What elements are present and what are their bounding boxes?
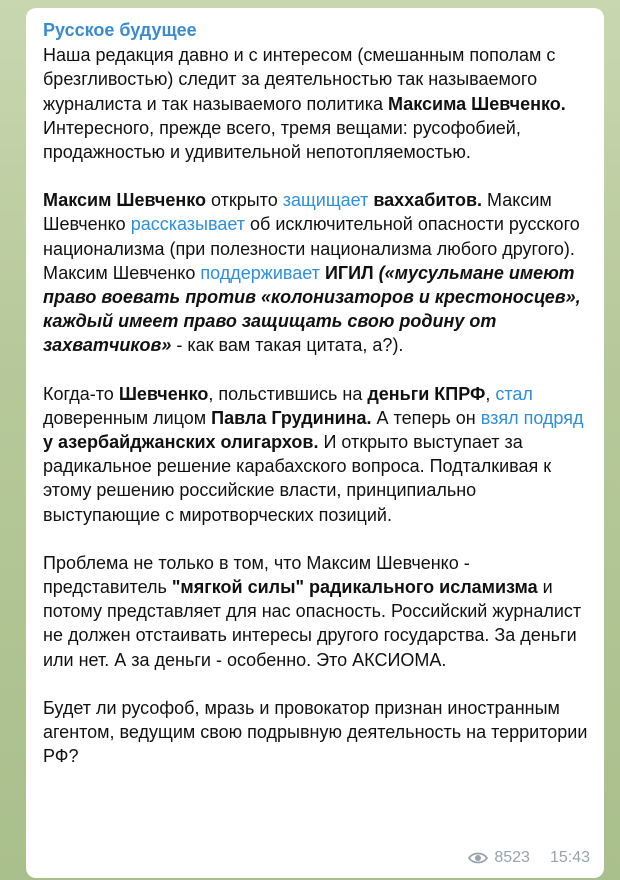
text: , польстившись на xyxy=(208,383,368,404)
text: А теперь он xyxy=(371,407,481,428)
text: И открыто выступает за радикальное решение карабахского вопроса. Подталкивая к этому решению российские власти, принципиально выступающие с миротворческих позиций. xyxy=(43,432,552,525)
message-meta xyxy=(468,846,590,870)
link-took-contract[interactable]: взял подряд xyxy=(480,407,584,428)
bold-text: ИГИЛ xyxy=(324,262,374,283)
text: об исключительной опасности русского национализма (при полезности национализма любого другого). Максим Шевченко xyxy=(43,214,580,283)
channel-name[interactable]: Русское будущее xyxy=(43,20,197,40)
text: Наша редакция давно и с интересом (смешанным пополам с брезгливостью) следит за деятельностью так называемого журналиста и так называемого политика xyxy=(43,45,556,114)
text: - как вам такая цитата, а?). xyxy=(171,335,404,356)
message-paragraph-2 xyxy=(43,188,592,357)
bold-text: деньги КПРФ xyxy=(367,383,486,404)
eye-icon xyxy=(468,851,488,865)
message-paragraph-4 xyxy=(43,551,592,672)
text: доверенным лицом xyxy=(43,407,212,428)
text: Максим Шевченко xyxy=(43,190,552,235)
link-tells[interactable]: рассказывает xyxy=(130,214,246,235)
bold-text: ваххабитов. xyxy=(373,190,483,211)
message-paragraph-5 xyxy=(43,696,592,769)
italic-quote: («мусульмане имеют право воевать против «колонизаторов и крестоносцев», каждый имеет право защищать свою родину от захватчиков» xyxy=(43,262,581,356)
text: Интересного, прежде всего, тремя вещами: русофобией, продажностью и удивительной непотопляемостью. xyxy=(43,117,521,163)
text: Будет ли русофоб, мразь и провокатор признан иностранным агентом, ведущим свою подрывную деятельность на территории РФ? xyxy=(43,697,588,767)
bold-text: "мягкой силы" радикального исламизма xyxy=(171,577,538,598)
bold-text: Максим Шевченко xyxy=(43,190,206,211)
bold-text: Шевченко xyxy=(118,383,209,404)
link-became[interactable]: стал xyxy=(495,383,533,404)
message-time: 15:43 xyxy=(549,848,590,866)
link-defends[interactable]: защищает xyxy=(282,190,369,211)
text: Проблема не только в том, что Максим Шевченко - представитель xyxy=(43,552,470,598)
bold-text: у азербайджанских олигархов. xyxy=(43,432,319,453)
view-count: 8523 xyxy=(494,848,530,866)
message-paragraph-3 xyxy=(43,382,592,527)
text: и потому представляет для нас опасность. Российский журналист не должен отстаивать интересы другого государства. За деньги или нет. А за деньги - особенно. Это АКСИОМА. xyxy=(43,577,582,670)
text: открыто xyxy=(205,190,283,211)
message-paragraph-1 xyxy=(43,43,592,164)
link-supports[interactable]: поддерживает xyxy=(200,262,320,283)
text: , xyxy=(485,383,496,404)
bold-text: Максима Шевченко. xyxy=(388,93,566,114)
bold-text: Павла Грудинина. xyxy=(211,407,372,428)
message-bubble[interactable] xyxy=(26,8,604,878)
text: Когда-то xyxy=(43,383,119,404)
